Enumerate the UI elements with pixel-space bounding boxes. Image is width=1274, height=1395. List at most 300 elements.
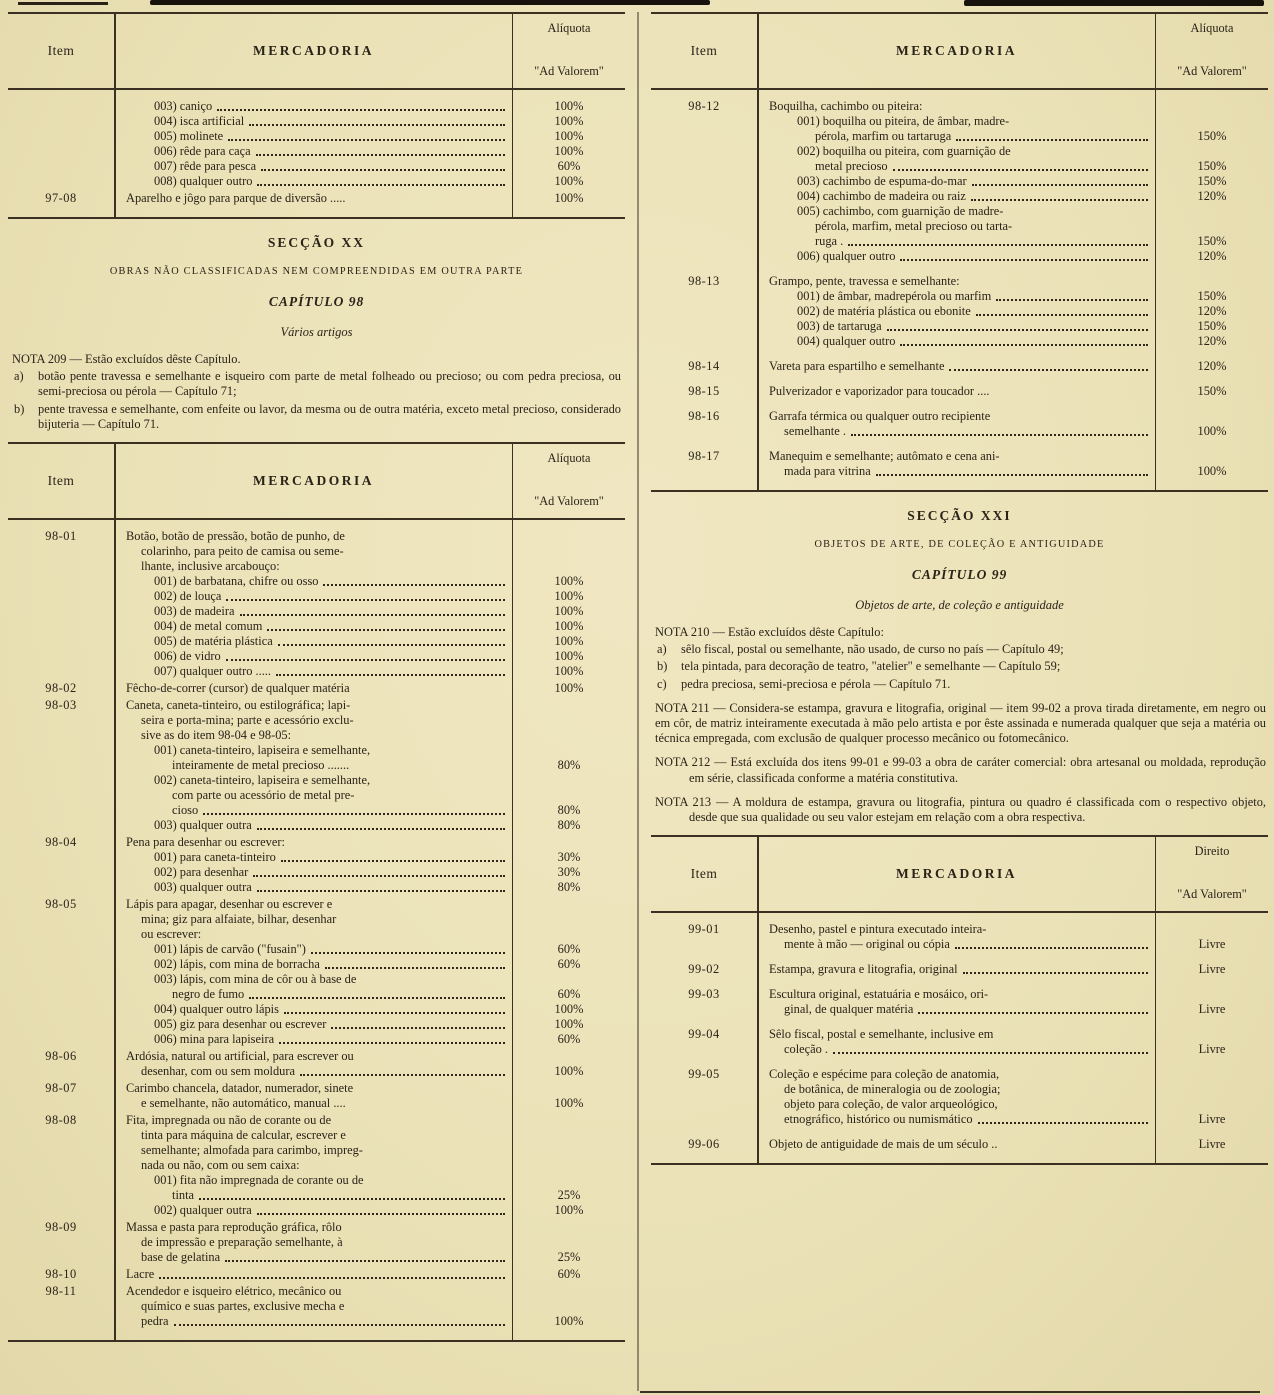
merchandise-text [114,1064,513,1079]
merchandise-text [114,1220,513,1235]
merchandise-line: tinta [172,1188,195,1203]
table-row [651,274,1268,289]
merchandise-line: Pena para desenhar ou escrever: [126,835,285,850]
merchandise-text [114,529,513,544]
dot-leader [226,599,505,601]
merchandise-text [757,359,1156,374]
rate-value [513,788,625,803]
table-row [8,174,625,189]
table-row [8,634,625,649]
item-column-header: Item [690,43,718,58]
item-code: 99-01 [688,922,720,937]
table-row [8,1220,625,1235]
rate-value [513,1299,625,1314]
rate-value: 60% [557,942,581,957]
table-row [651,334,1268,349]
rate-value: 80% [557,758,581,773]
table-header [651,837,1268,913]
table-row [651,1082,1268,1097]
merchandise-line: 006) de vidro [154,649,221,664]
merchandise-text [114,681,513,696]
merchandise-text [757,937,1156,952]
rate-value: 100% [554,1017,584,1032]
merchandise-text [114,1267,513,1282]
merchandise-text [757,1082,1156,1097]
merchandise-line: 007) qualquer outro ..... [154,664,271,679]
rate-value: 100% [554,114,584,128]
merchandise-text [757,1042,1156,1057]
item-code [8,649,114,664]
item-code [8,604,114,619]
merchandise-line: 003) de tartaruga [797,319,882,333]
merchandise-line: desenhar, com ou sem moldura [141,1064,295,1079]
scan-edge-artifact [640,1391,1260,1393]
merchandise-text [114,1250,513,1265]
table-row [651,384,1268,399]
merchandise-line: 003) cachimbo de espuma-do-mar [797,174,967,188]
merchandise-line: Botão, botão de pressão, botão de punho, de [126,529,345,544]
merchandise-line: tinta para máquina de calcular, escrever e [141,1128,346,1143]
rate-value [1156,922,1268,937]
rate-value [513,1173,625,1188]
dot-leader [971,199,1148,201]
merchandise-text [114,835,513,850]
nota-item-label: a) [657,642,667,657]
rate-value [1156,409,1268,424]
rate-value [1156,114,1268,129]
item-code [8,634,114,649]
table-row [651,1002,1268,1017]
rate-column-header [513,14,625,88]
chapter-subtitle: Vários artigos [280,325,353,339]
merchandise-text [757,1112,1156,1127]
rate-value [513,743,625,758]
rate-value: 100% [554,1203,584,1218]
rate-value: 100% [554,664,584,679]
merchandise-line: mina; giz para alfaiate, bilhar, desenhar [141,912,337,927]
table-row [651,144,1268,159]
item-code [8,1096,114,1111]
rate-value: 60% [557,159,581,173]
merchandise-text [114,1049,513,1064]
merchandise-text [757,319,1156,334]
table-row [8,957,625,972]
section-subtitle: OBJETOS DE ARTE, DE COLEÇÃO E ANTIGUIDADE [814,539,1105,550]
table-row [8,1128,625,1143]
rate-value [1156,144,1268,159]
item-code: 98-16 [688,409,720,423]
rate-value: 80% [557,803,581,818]
merchandise-text [114,174,513,189]
rate-header-line2: "Ad Valorem" [1177,887,1247,902]
merchandise-line: Pulverizador e vaporizador para toucador .... [769,384,990,398]
merchandise-text [757,1067,1156,1082]
item-code [8,850,114,865]
rate-value: 150% [1197,174,1227,188]
chapter-title: CAPÍTULO 99 [911,567,1008,582]
merchandise-line: 002) caneta-tinteiro, lapiseira e semelhante, [154,773,371,788]
rate-value [513,1113,625,1128]
rate-value: 80% [557,818,581,833]
rate-value [513,912,625,927]
chapter-subtitle: Objetos de arte, de coleção e antiguidade [855,598,1064,612]
item-code [8,1235,114,1250]
merchandise-line: mada para vitrina [784,464,871,478]
table-row [8,927,625,942]
table-row [651,1027,1268,1042]
merchandise-line: 005) giz para desenhar ou escrever [154,1017,327,1032]
dot-leader [261,169,505,171]
rate-header-line1: Direito [1194,844,1230,859]
rate-value [513,1158,625,1173]
table-row [651,249,1268,264]
merchandise-line: 001) caneta-tinteiro, lapiseira e semelhante, [154,743,371,758]
item-code: 98-07 [45,1081,77,1096]
table-row [651,99,1268,114]
item-code [8,758,114,773]
dot-leader [228,139,505,141]
rate-value [1156,1097,1268,1112]
merchandise-line: Sêlo fiscal, postal e semelhante, inclusive em [769,1027,994,1042]
merchandise-text [114,957,513,972]
dot-leader [276,674,505,676]
merchandise-text [114,972,513,987]
item-code [651,1042,757,1057]
dot-leader [972,184,1148,186]
item-code [651,219,757,234]
table-row [651,409,1268,424]
merchandise-line: 006) qualquer outro [797,249,896,263]
table-body [651,913,1268,1163]
rate-value: Livre [1198,1112,1226,1127]
table-row [651,464,1268,479]
nota-text: NOTA 210 — Estão excluídos dêste Capítulo: [655,625,884,639]
merchandise-text [757,987,1156,1002]
column-rule [114,14,116,217]
item-code: 98-13 [688,274,720,288]
table-row [651,962,1268,977]
column-rule [1155,837,1157,1163]
merchandise-text [114,1203,513,1218]
rate-value: 100% [554,604,584,619]
merchandise-text [757,99,1156,114]
merchandise-text [114,1002,513,1017]
table-row [8,880,625,895]
table-row [8,1081,625,1096]
item-code: 99-05 [688,1067,720,1082]
table-row [8,1032,625,1047]
merchandise-text [757,129,1156,144]
merchandise-line: semelhante . [784,424,846,438]
dot-leader [918,1012,1148,1014]
rate-value [1156,1082,1268,1097]
nota [655,795,1266,825]
merchandise-text [114,634,513,649]
merchandise-line: lhante, inclusive arcabouço: [141,559,280,574]
rate-value: 100% [554,1002,584,1017]
item-code: 98-02 [45,681,77,696]
table-row [8,865,625,880]
merchandise-text [114,788,513,803]
table-row [8,1143,625,1158]
dot-leader [848,244,1148,246]
merchandise-text [757,219,1156,234]
item-code [8,1032,114,1047]
table-row [8,972,625,987]
rate-value: Livre [1198,962,1226,977]
rate-value: 100% [554,144,584,158]
dot-leader [851,434,1148,436]
item-code [8,544,114,559]
merchandise-line: base de gelatina [141,1250,221,1265]
dot-leader [284,1012,505,1014]
merchandise-line: 004) de metal comum [154,619,263,634]
rate-value [513,897,625,912]
merchandise-text [114,1032,513,1047]
merchandise-text [114,850,513,865]
nota-item [12,402,623,432]
table-row [651,319,1268,334]
section-xx-heading [8,219,625,350]
table-row [651,189,1268,204]
merchandise-line: 003) de madeira [154,604,235,619]
nota-item-label: a) [14,369,24,384]
item-code [8,972,114,987]
rate-value: 60% [557,987,581,1002]
item-code [8,818,114,833]
table-row [8,987,625,1002]
item-code: 99-03 [688,987,720,1002]
table-row [651,304,1268,319]
merchandise-text [757,334,1156,349]
merchandise-text [114,897,513,912]
table-row [651,129,1268,144]
dot-leader [267,629,505,631]
table-row [651,289,1268,304]
merchandise-line: inteiramente de metal precioso ....... [172,758,350,773]
scan-edge-artifact [18,2,108,5]
rate-value [513,1235,625,1250]
rate-column-header [513,444,625,518]
nota-item-label: b) [14,401,25,416]
merchandise-text [757,289,1156,304]
rate-header-line1: Alíquota [547,21,591,35]
column-rule [512,14,514,217]
table-row [8,1188,625,1203]
merchandise-text [114,865,513,880]
table-row [8,529,625,544]
table-row [8,1314,625,1329]
table-row [8,850,625,865]
merchandise-text [757,159,1156,174]
item-code [8,574,114,589]
merchandise-text [757,144,1156,159]
merchandise-line: Aparelho e jôgo para parque de diversão ..... [126,191,346,205]
rate-value [513,773,625,788]
item-code [8,1299,114,1314]
merchandise-line: Lacre [126,1267,155,1282]
dot-leader [279,1042,505,1044]
item-code [8,114,114,129]
rate-value: 150% [1197,159,1227,173]
item-code [651,159,757,174]
dot-leader [240,614,505,616]
rate-value: 150% [1197,384,1227,398]
column-rule [757,14,759,490]
item-code [8,743,114,758]
table-row [651,204,1268,219]
item-code [651,114,757,129]
rate-value: 120% [1197,189,1227,203]
merchandise-line: Boquilha, cachimbo ou piteira: [769,99,923,113]
rate-value: 100% [554,1096,584,1111]
dot-leader [833,1052,1148,1054]
item-code [8,619,114,634]
merchandise-line: 003) caniço [154,99,213,113]
item-code [8,1158,114,1173]
item-code [651,129,757,144]
rate-value: 100% [554,589,584,604]
item-code: 98-04 [45,835,77,850]
merchandise-text [114,191,513,206]
merchandise-line: Fêcho-de-correr (cursor) de qualquer matéria [126,681,350,696]
dot-leader [281,860,505,862]
rate-value: 150% [1197,234,1227,248]
nota [655,625,1266,692]
section-title: SECÇÃO XXI [907,508,1012,523]
tariff-table-chapter-97 [8,12,625,219]
table-row [8,773,625,788]
dot-leader [203,813,505,815]
table-row [651,234,1268,249]
merchandise-column-header: MERCADORIA [896,43,1017,58]
item-code: 98-01 [45,529,77,544]
item-code [8,865,114,880]
dot-leader [876,474,1148,476]
merchandise-line: mente à mão — original ou cópia [784,937,950,952]
dot-leader [963,972,1148,974]
item-code: 98-14 [688,359,720,373]
item-code [651,1112,757,1127]
dot-leader [217,109,505,111]
merchandise-line: Caneta, caneta-tinteiro, ou estilográfica; lapi- [126,698,351,713]
rate-header-line2: "Ad Valorem" [534,64,604,78]
item-code: 97-08 [45,191,77,205]
merchandise-line: 001) boquilha ou piteira, de âmbar, madre- [797,114,1010,128]
table-row [8,99,625,114]
merchandise-text [757,189,1156,204]
merchandise-text [114,698,513,713]
rate-value: 100% [554,634,584,649]
merchandise-line: Garrafa térmica ou qualquer outro recipiente [769,409,991,423]
table-row [8,604,625,619]
table-row [651,449,1268,464]
merchandise-text [114,743,513,758]
table-row [8,114,625,129]
item-code [651,1097,757,1112]
dot-leader [257,184,505,186]
item-code [8,1143,114,1158]
dot-leader [978,1122,1148,1124]
merchandise-line: Massa e pasta para reprodução gráfica, rôlo [126,1220,342,1235]
merchandise-line: 007) rêde para pesca [154,159,257,173]
merchandise-line: Carimbo chancela, datador, numerador, sinete [126,1081,354,1096]
merchandise-line: de impressão e preparação semelhante, à [141,1235,343,1250]
rate-header-line1: Alíquota [547,451,591,466]
merchandise-text [114,912,513,927]
column-rule [757,837,759,1163]
dot-leader [893,169,1148,171]
merchandise-text [114,114,513,129]
item-code: 98-05 [45,897,77,912]
dot-leader [996,299,1148,301]
right-column [639,12,1268,1391]
nota-item [655,677,1266,692]
merchandise-line: negro de fumo [172,987,245,1002]
dot-leader [900,259,1148,261]
rate-value: 25% [557,1188,581,1203]
merchandise-text [114,927,513,942]
item-code: 99-02 [688,962,720,977]
two-column-layout [8,12,1268,1391]
merchandise-text [757,449,1156,464]
merchandise-text [114,649,513,664]
merchandise-text [114,803,513,818]
left-column [8,12,637,1391]
merchandise-text [757,1097,1156,1112]
rate-value [513,1143,625,1158]
dot-leader [256,154,505,156]
merchandise-line: Grampo, pente, travessa e semelhante: [769,274,960,288]
merchandise-line: de botânica, de mineralogia ou de zoologia; [784,1082,1001,1097]
merchandise-line: 006) rêde para caça [154,144,251,158]
table-row [8,835,625,850]
table-row [8,1250,625,1265]
dot-leader [323,584,505,586]
merchandise-text [757,922,1156,937]
merchandise-text [114,559,513,574]
merchandise-line: 005) de matéria plástica [154,634,273,649]
rate-value: 100% [554,649,584,664]
item-code [8,159,114,174]
table-row [651,159,1268,174]
table-body [8,90,625,217]
table-row [8,1049,625,1064]
dot-leader [249,997,505,999]
item-code [8,803,114,818]
merchandise-text [114,1299,513,1314]
rate-value: 100% [554,191,584,205]
merchandise-text [114,942,513,957]
item-code [651,304,757,319]
item-code [651,334,757,349]
table-row [8,191,625,206]
table-row [651,1042,1268,1057]
table-row [8,1284,625,1299]
nota-text: NOTA 212 — Está excluída dos itens 99-01 e 99-03 a obra de caráter comercial: obra artesanal ou moldada, reprodução em série, classificada conforme a matéria constitutiva. [655,755,1266,785]
merchandise-text [114,664,513,679]
rate-value [513,713,625,728]
table-row [8,728,625,743]
table-row [651,1112,1268,1127]
rate-value: 100% [554,129,584,143]
dot-leader [949,369,1148,371]
section-xxi-heading [651,492,1268,623]
table-header [8,444,625,520]
item-code [651,174,757,189]
table-header [8,14,625,90]
notes-right [651,623,1268,835]
